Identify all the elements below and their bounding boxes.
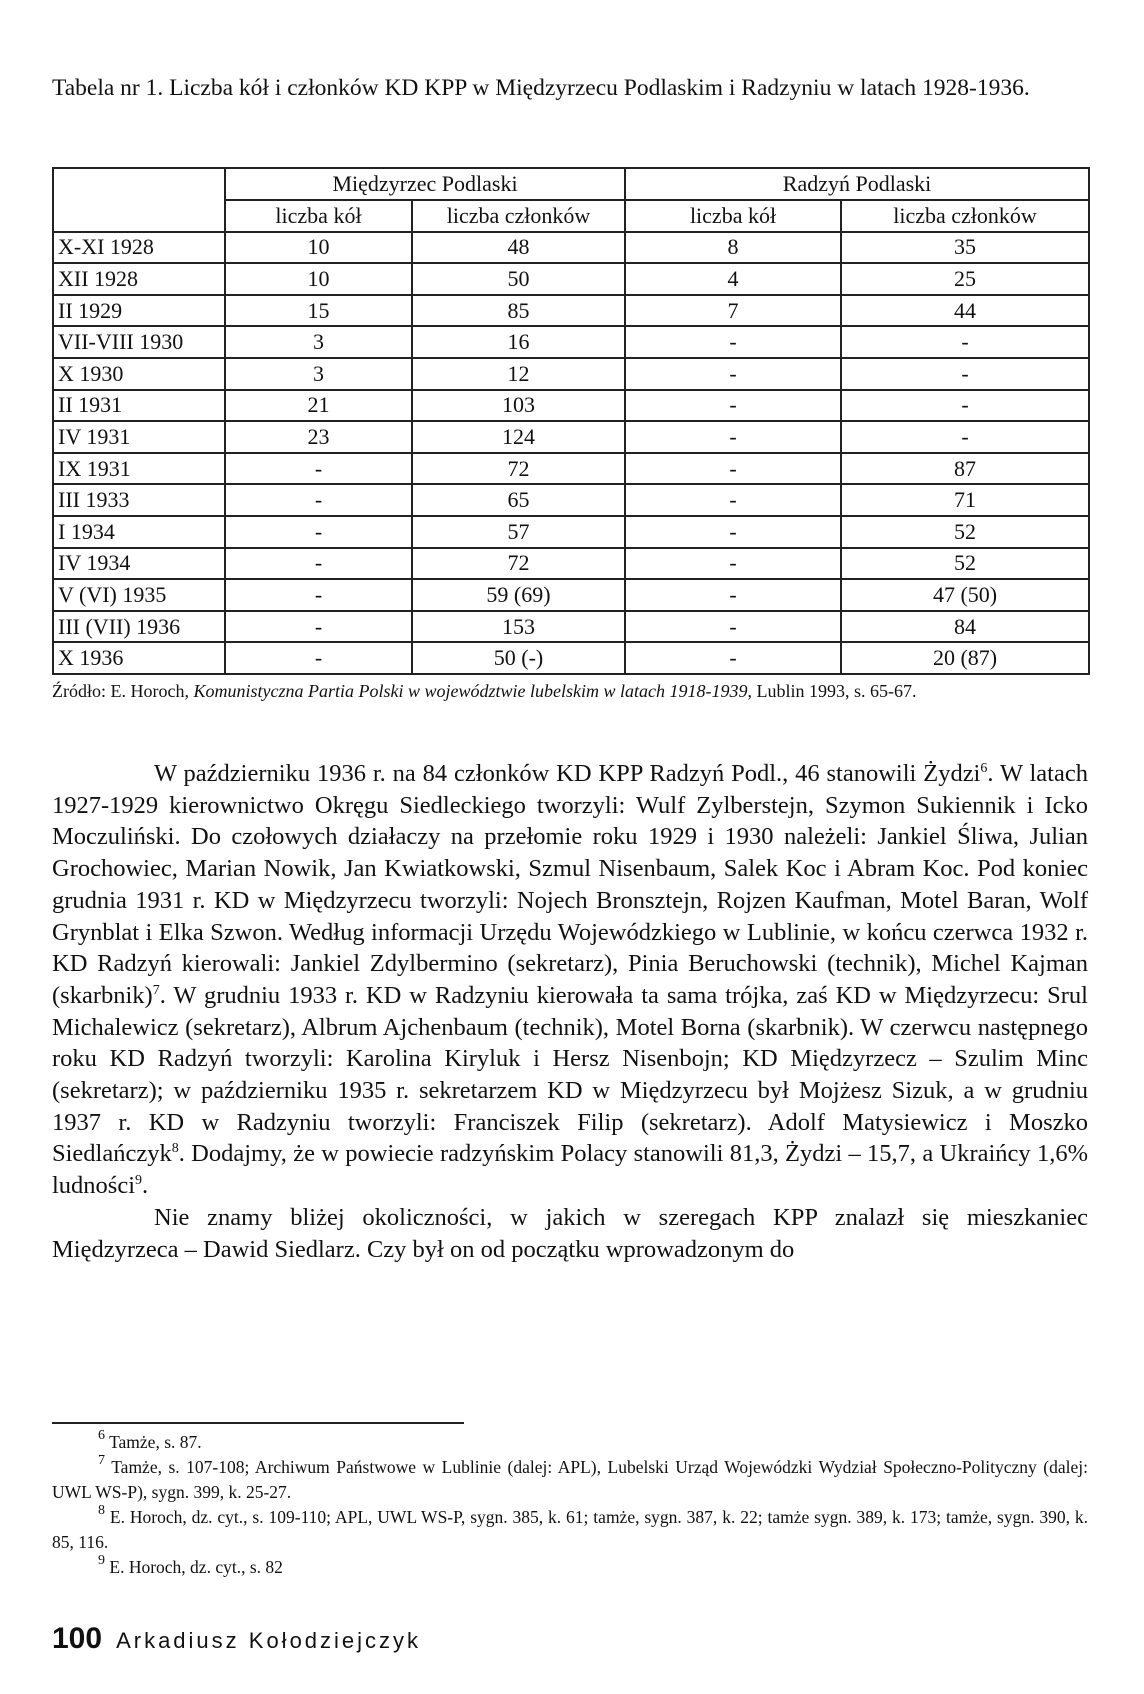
- table-cell: -: [225, 611, 412, 643]
- table-cell: 7: [625, 295, 841, 327]
- row-period-cell: I 1934: [53, 516, 225, 548]
- page-number: 100: [52, 1622, 103, 1655]
- table-row: [53, 453, 1089, 485]
- table-cell: -: [841, 358, 1089, 390]
- table-cell: 71: [841, 484, 1089, 516]
- table-cell: 103: [412, 390, 625, 422]
- table-cell: -: [625, 548, 841, 580]
- table-cell: 4: [625, 263, 841, 295]
- table-row: [53, 295, 1089, 327]
- table-cell: -: [625, 642, 841, 674]
- table-row: [53, 358, 1089, 390]
- table-cell: -: [625, 326, 841, 358]
- row-period-cell: X-XI 1928: [53, 232, 225, 264]
- table-cell: 48: [412, 232, 625, 264]
- group-header-miedzyrzec: Międzyrzec Podlaski: [225, 168, 625, 200]
- row-period-cell: X 1930: [53, 358, 225, 390]
- footnote-number: 9: [98, 1553, 105, 1568]
- table-cell: -: [625, 579, 841, 611]
- table-cell: -: [841, 421, 1089, 453]
- paragraph-text: . W latach 1927-1929 kierownictwo Okręgu Siedleckiego tworzyli: Wulf Zylberstejn, Szymon Sukiennik i Icko Moczuliński. Do czołowych działaczy na przełomie roku 1929 i 1930 należeli: Jankiel Śliwa, Julian Grochowiec, Marian Nowik, Jan Kwiatkowski, Szmul Nisenbaum, Salek Koc i Abram Koc. Pod koniec grudnia 1931 r. KD w Międzyrzecu tworzyli: Nojech Bronsztejn, Rojzen Kaufman, Motel Baran, Wolf Grynblat i Elka Szwon. Według informacji Urzędu Wojewódzkiego w Lublinie, w końcu czerwca 1932 r. KD Radzyń kierowali: Jankiel Zdylbermino (sekretarz), Pinia Beruchowski (technik), Michel Kajman (skarbnik): [52, 760, 1088, 1009]
- row-period-cell: IV 1931: [53, 421, 225, 453]
- table-row: [53, 642, 1089, 674]
- running-author: Arkadiusz Kołodziejczyk: [116, 1628, 422, 1653]
- footnote-ref: 9: [135, 1173, 143, 1189]
- row-period-cell: III 1933: [53, 484, 225, 516]
- paragraph: [52, 758, 1088, 1202]
- page-footer: [52, 1622, 421, 1662]
- table-cell: 52: [841, 516, 1089, 548]
- paragraph: Nie znamy bliżej okoliczności, w jakich w szeregach KPP znalazł się mieszkaniec Międzyrzeca – Dawid Siedlarz. Czy był on od początku wprowadzonym do: [52, 1203, 1088, 1263]
- table-row: [53, 548, 1089, 580]
- table-cell: 10: [225, 263, 412, 295]
- table-row: [53, 232, 1089, 264]
- table-cell: 21: [225, 390, 412, 422]
- paragraph-text: . Dodajmy, że w powiecie radzyńskim Polacy stanowili 81,3, Żydzi – 15,7, a Ukraińcy 1,6% ludności: [52, 1140, 1088, 1200]
- table-cell: -: [625, 358, 841, 390]
- table-cell: 52: [841, 548, 1089, 580]
- source-title: Komunistyczna Partia Polski w województwie lubelskim w latach 1918-1939: [193, 681, 748, 701]
- table-cell: 44: [841, 295, 1089, 327]
- table-cell: -: [625, 611, 841, 643]
- table-row: [53, 611, 1089, 643]
- row-period-cell: VII-VIII 1930: [53, 326, 225, 358]
- footnotes: [52, 1430, 1088, 1580]
- table-cell: -: [225, 579, 412, 611]
- footnote-number: 6: [98, 1428, 105, 1443]
- table-cell: -: [225, 548, 412, 580]
- paragraph-text: . W grudniu 1933 r. KD w Radzyniu kierowała ta sama trójka, zaś KD w Międzyrzecu: Srul Michalewicz (sekretarz), Albrum Ajchenbaum (technik), Motel Borna (skarbnik). W czerwcu następnego roku KD Radzyń tworzyli: Karolina Kiryluk i Hersz Nisenbojn; KD Międzyrzecz – Szulim Minc (sekretarz); w październiku 1935 r. sekretarzem KD w Międzyrzecu był Mojżesz Sizuk, a w grudniu 1937 r. KD w Radzyniu tworzyli: Franciszek Filip (sekretarz). Adolf Matysiewicz i Moszko Siedlańczyk: [52, 981, 1088, 1168]
- table-cell: 8: [625, 232, 841, 264]
- column-header: liczba członków: [412, 200, 625, 232]
- table-row: [53, 263, 1089, 295]
- footnote: [52, 1505, 1088, 1555]
- footnote-ref: 7: [152, 982, 160, 998]
- footnote-ref: 8: [171, 1141, 179, 1157]
- table-cell: 15: [225, 295, 412, 327]
- table-cell: 3: [225, 358, 412, 390]
- source-prefix: Źródło: E. Horoch,: [52, 681, 194, 701]
- table-caption: Tabela nr 1. Liczba kół i członków KD KPP w Międzyrzecu Podlaskim i Radzyniu w latach 1928-1936.: [52, 75, 1030, 101]
- footnote-number: 8: [98, 1503, 105, 1518]
- table-cell: -: [225, 516, 412, 548]
- column-header: liczba członków: [841, 200, 1089, 232]
- footnote-divider: [52, 1422, 464, 1424]
- column-header: liczba kół: [625, 200, 841, 232]
- footnote-text: Tamże, s. 87.: [109, 1432, 202, 1452]
- table-cell: -: [225, 453, 412, 485]
- table-cell: 16: [412, 326, 625, 358]
- table-cell: -: [625, 390, 841, 422]
- table-cell: 35: [841, 232, 1089, 264]
- paragraph-text: W październiku 1936 r. na 84 członków KD KPP Radzyń Podl., 46 stanowili Żydzi: [154, 760, 981, 787]
- footnote-number: 7: [98, 1453, 105, 1468]
- source-suffix: , Lublin 1993, s. 65-67.: [747, 681, 917, 701]
- table-row: [53, 484, 1089, 516]
- table-cell: 59 (69): [412, 579, 625, 611]
- table-row: [53, 579, 1089, 611]
- table-cell: 25: [841, 263, 1089, 295]
- group-header-radzyn: Radzyń Podlaski: [625, 168, 1089, 200]
- table-cell: -: [225, 642, 412, 674]
- table-cell: 47 (50): [841, 579, 1089, 611]
- row-period-cell: XII 1928: [53, 263, 225, 295]
- row-period-cell: III (VII) 1936: [53, 611, 225, 643]
- row-period-cell: V (VI) 1935: [53, 579, 225, 611]
- footnote-text: E. Horoch, dz. cyt., s. 82: [109, 1557, 283, 1577]
- table-cell: -: [625, 421, 841, 453]
- table-row: [53, 421, 1089, 453]
- table-cell: 153: [412, 611, 625, 643]
- table-cell: -: [625, 516, 841, 548]
- table-cell: 85: [412, 295, 625, 327]
- table-cell: 10: [225, 232, 412, 264]
- footnote-text: E. Horoch, dz. cyt., s. 109-110; APL, UWL WS-P, sygn. 385, k. 61; tamże, sygn. 387, k. 22; tamże sygn. 389, k. 173; tamże, sygn. 390, k. 85, 116.: [52, 1507, 1089, 1552]
- table-row: [53, 516, 1089, 548]
- table-row: [53, 326, 1089, 358]
- row-period-cell: II 1929: [53, 295, 225, 327]
- table-cell: -: [841, 390, 1089, 422]
- paragraph-text: .: [142, 1172, 149, 1200]
- footnote: [52, 1555, 1088, 1580]
- table-cell: -: [225, 484, 412, 516]
- table-cell: -: [625, 484, 841, 516]
- table-cell: 72: [412, 548, 625, 580]
- table-cell: -: [841, 326, 1089, 358]
- table-source: [52, 678, 1088, 704]
- body-text: [52, 758, 1088, 1265]
- table-cell: 65: [412, 484, 625, 516]
- table-row: [53, 390, 1089, 422]
- table-cell: 84: [841, 611, 1089, 643]
- table-cell: 50: [412, 263, 625, 295]
- column-header: liczba kół: [225, 200, 412, 232]
- table-cell: 72: [412, 453, 625, 485]
- table-cell: 87: [841, 453, 1089, 485]
- membership-table: [52, 167, 1090, 675]
- table-cell: 50 (-): [412, 642, 625, 674]
- table-cell: 3: [225, 326, 412, 358]
- table-cell: 124: [412, 421, 625, 453]
- row-period-cell: X 1936: [53, 642, 225, 674]
- table-cell: 12: [412, 358, 625, 390]
- footnote-ref: 6: [980, 761, 988, 776]
- table-cell: -: [625, 453, 841, 485]
- table-body: [53, 232, 1089, 674]
- footnote-text: Tamże, s. 107-108; Archiwum Państwowe w Lublinie (dalej: APL), Lubelski Urząd Wojewódzki Wydział Społeczno-Polityczny (dalej: UWL WS-P), sygn. 399, k. 25-27.: [52, 1457, 1088, 1502]
- row-period-cell: IV 1934: [53, 548, 225, 580]
- table-cell: 20 (87): [841, 642, 1089, 674]
- table-cell: 57: [412, 516, 625, 548]
- table-cell: 23: [225, 421, 412, 453]
- footnote: [52, 1430, 1088, 1455]
- table-corner-cell: [53, 168, 225, 232]
- footnote: [52, 1455, 1088, 1505]
- row-period-cell: II 1931: [53, 390, 225, 422]
- row-period-cell: IX 1931: [53, 453, 225, 485]
